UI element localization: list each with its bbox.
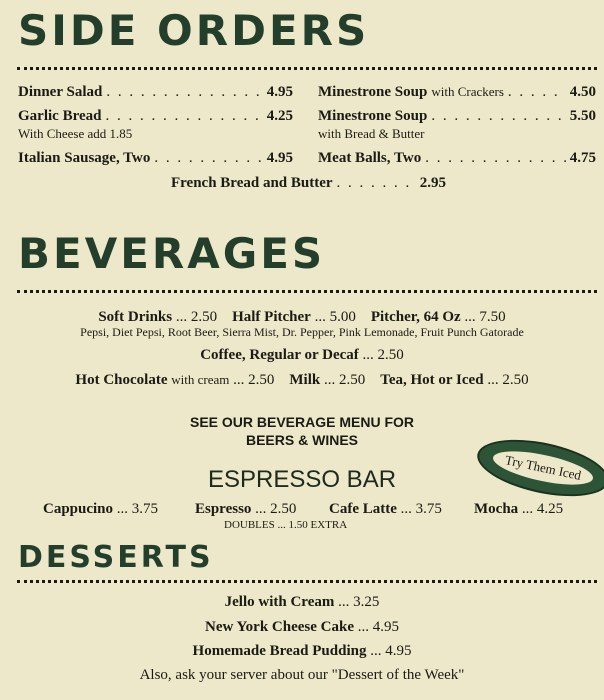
item-price: 4.95	[266, 150, 293, 166]
leader-dots: ...	[396, 501, 416, 517]
item-note: with Crackers	[431, 84, 504, 99]
leader-dots: ...	[113, 501, 132, 517]
item-name: Espresso	[195, 501, 252, 517]
item-price: 2.50	[377, 347, 404, 363]
leader-dots: ...	[483, 372, 503, 388]
espresso-bar-title: ESPRESSO BAR	[207, 466, 397, 493]
item-price: 4.50	[569, 84, 596, 100]
leader-dots: ...	[354, 619, 373, 635]
beverage-menu-notice: SEE OUR BEVERAGE MENU FOR	[189, 414, 415, 430]
beverages-divider	[17, 290, 597, 293]
item-price: 3.25	[353, 594, 380, 610]
espresso-item	[329, 501, 442, 518]
menu-item	[318, 83, 596, 101]
leader-dots	[431, 107, 565, 125]
item-price: 4.95	[266, 84, 293, 100]
leader-dots	[105, 107, 262, 125]
espresso-doubles-note: DOUBLES ... 1.50 EXTRA	[224, 519, 348, 531]
leader-dots: ...	[460, 309, 480, 325]
item-price: 3.75	[131, 501, 159, 517]
dessert-item	[0, 643, 604, 660]
leader-dots: ...	[358, 347, 378, 363]
menu-item	[318, 149, 596, 167]
item-price: 4.95	[385, 643, 412, 659]
item-price: 4.75	[569, 150, 596, 166]
item-subnote: with Bread & Butter	[318, 126, 425, 141]
soda-list: Pepsi, Diet Pepsi, Root Beer, Sierra Mist, Dr. Pepper, Pink Lemonade, Fruit Punch Gatorade	[80, 325, 524, 339]
dessert-item	[0, 594, 604, 611]
leader-dots: ...	[334, 594, 354, 610]
item-price: 2.50	[248, 372, 275, 388]
espresso-item	[474, 501, 563, 518]
item-price: 7.50	[479, 309, 506, 325]
dessert-item	[0, 619, 604, 636]
side-orders-divider	[17, 67, 597, 70]
item-price: 3.75	[415, 501, 442, 517]
desserts-title: DESSERTS	[18, 540, 214, 575]
leader-dots	[106, 83, 262, 101]
leader-dots: ...	[251, 501, 271, 517]
leader-dots	[425, 149, 566, 167]
item-subnote: With Cheese add 1.85	[18, 126, 133, 141]
item-price: 4.95	[372, 619, 399, 635]
item-name: Pitcher, 64 Oz	[370, 309, 461, 325]
menu-item	[171, 174, 446, 192]
leader-dots: ...	[229, 372, 249, 388]
menu-item	[18, 83, 293, 101]
item-price: 2.50	[338, 372, 366, 388]
leader-dots: ...	[320, 372, 339, 388]
item-name: Hot Chocolate	[75, 372, 168, 388]
leader-dots	[508, 83, 566, 101]
leader-dots: ...	[366, 643, 386, 659]
leader-dots	[154, 149, 262, 167]
beverages-title: BEVERAGES	[18, 229, 326, 278]
item-name: Garlic Bread	[18, 108, 102, 124]
beverage-row-soft-drinks	[0, 309, 604, 326]
menu-item	[318, 107, 596, 125]
item-price: 4.25	[536, 501, 564, 517]
item-price: 4.25	[266, 108, 293, 124]
beverage-menu-notice-line2: BEERS & WINES	[245, 432, 358, 448]
item-price: 5.50	[569, 108, 596, 124]
item-price: 5.00	[329, 309, 356, 325]
item-name: Milk	[289, 372, 321, 388]
item-name: Homemade Bread Pudding	[192, 643, 367, 659]
item-note: with cream	[171, 372, 230, 387]
item-name: Tea, Hot or Iced	[380, 372, 484, 388]
menu-item	[18, 149, 293, 167]
espresso-item	[43, 501, 158, 518]
leader-dots	[337, 174, 416, 192]
item-price: 2.50	[502, 372, 529, 388]
item-name: New York Cheese Cake	[204, 619, 354, 635]
item-name: French Bread and Butter	[171, 175, 333, 191]
leader-dots: ...	[518, 501, 537, 517]
desserts-divider	[17, 580, 597, 583]
item-name: Dinner Salad	[18, 84, 103, 100]
dessert-of-week-note: Also, ask your server about our "Dessert of the Week"	[139, 667, 465, 683]
item-name: Minestrone Soup	[318, 108, 428, 124]
espresso-item	[195, 501, 296, 518]
beverage-row-hot-drinks	[0, 372, 604, 389]
item-price: 2.95	[419, 175, 446, 191]
side-orders-title: SIDE ORDERS	[18, 6, 370, 55]
menu-item	[18, 107, 293, 125]
leader-dots: ...	[172, 309, 191, 325]
item-name: Italian Sausage, Two	[18, 150, 151, 166]
item-name: Jello with Cream	[224, 594, 335, 610]
item-name: Mocha	[474, 501, 519, 517]
beverage-row-coffee	[0, 347, 604, 364]
item-name: Coffee, Regular or Decaf	[200, 347, 359, 363]
badge-label: Try Them Iced	[491, 445, 595, 491]
item-name: Cafe Latte	[329, 501, 397, 517]
item-price: 2.50	[270, 501, 297, 517]
item-price: 2.50	[190, 309, 218, 325]
item-name: Minestrone Soup	[318, 84, 428, 100]
item-name: Cappucino	[43, 501, 114, 517]
item-name: Half Pitcher	[232, 309, 311, 325]
item-name: Meat Balls, Two	[318, 150, 422, 166]
item-name: Soft Drinks	[98, 309, 173, 325]
leader-dots: ...	[310, 309, 330, 325]
